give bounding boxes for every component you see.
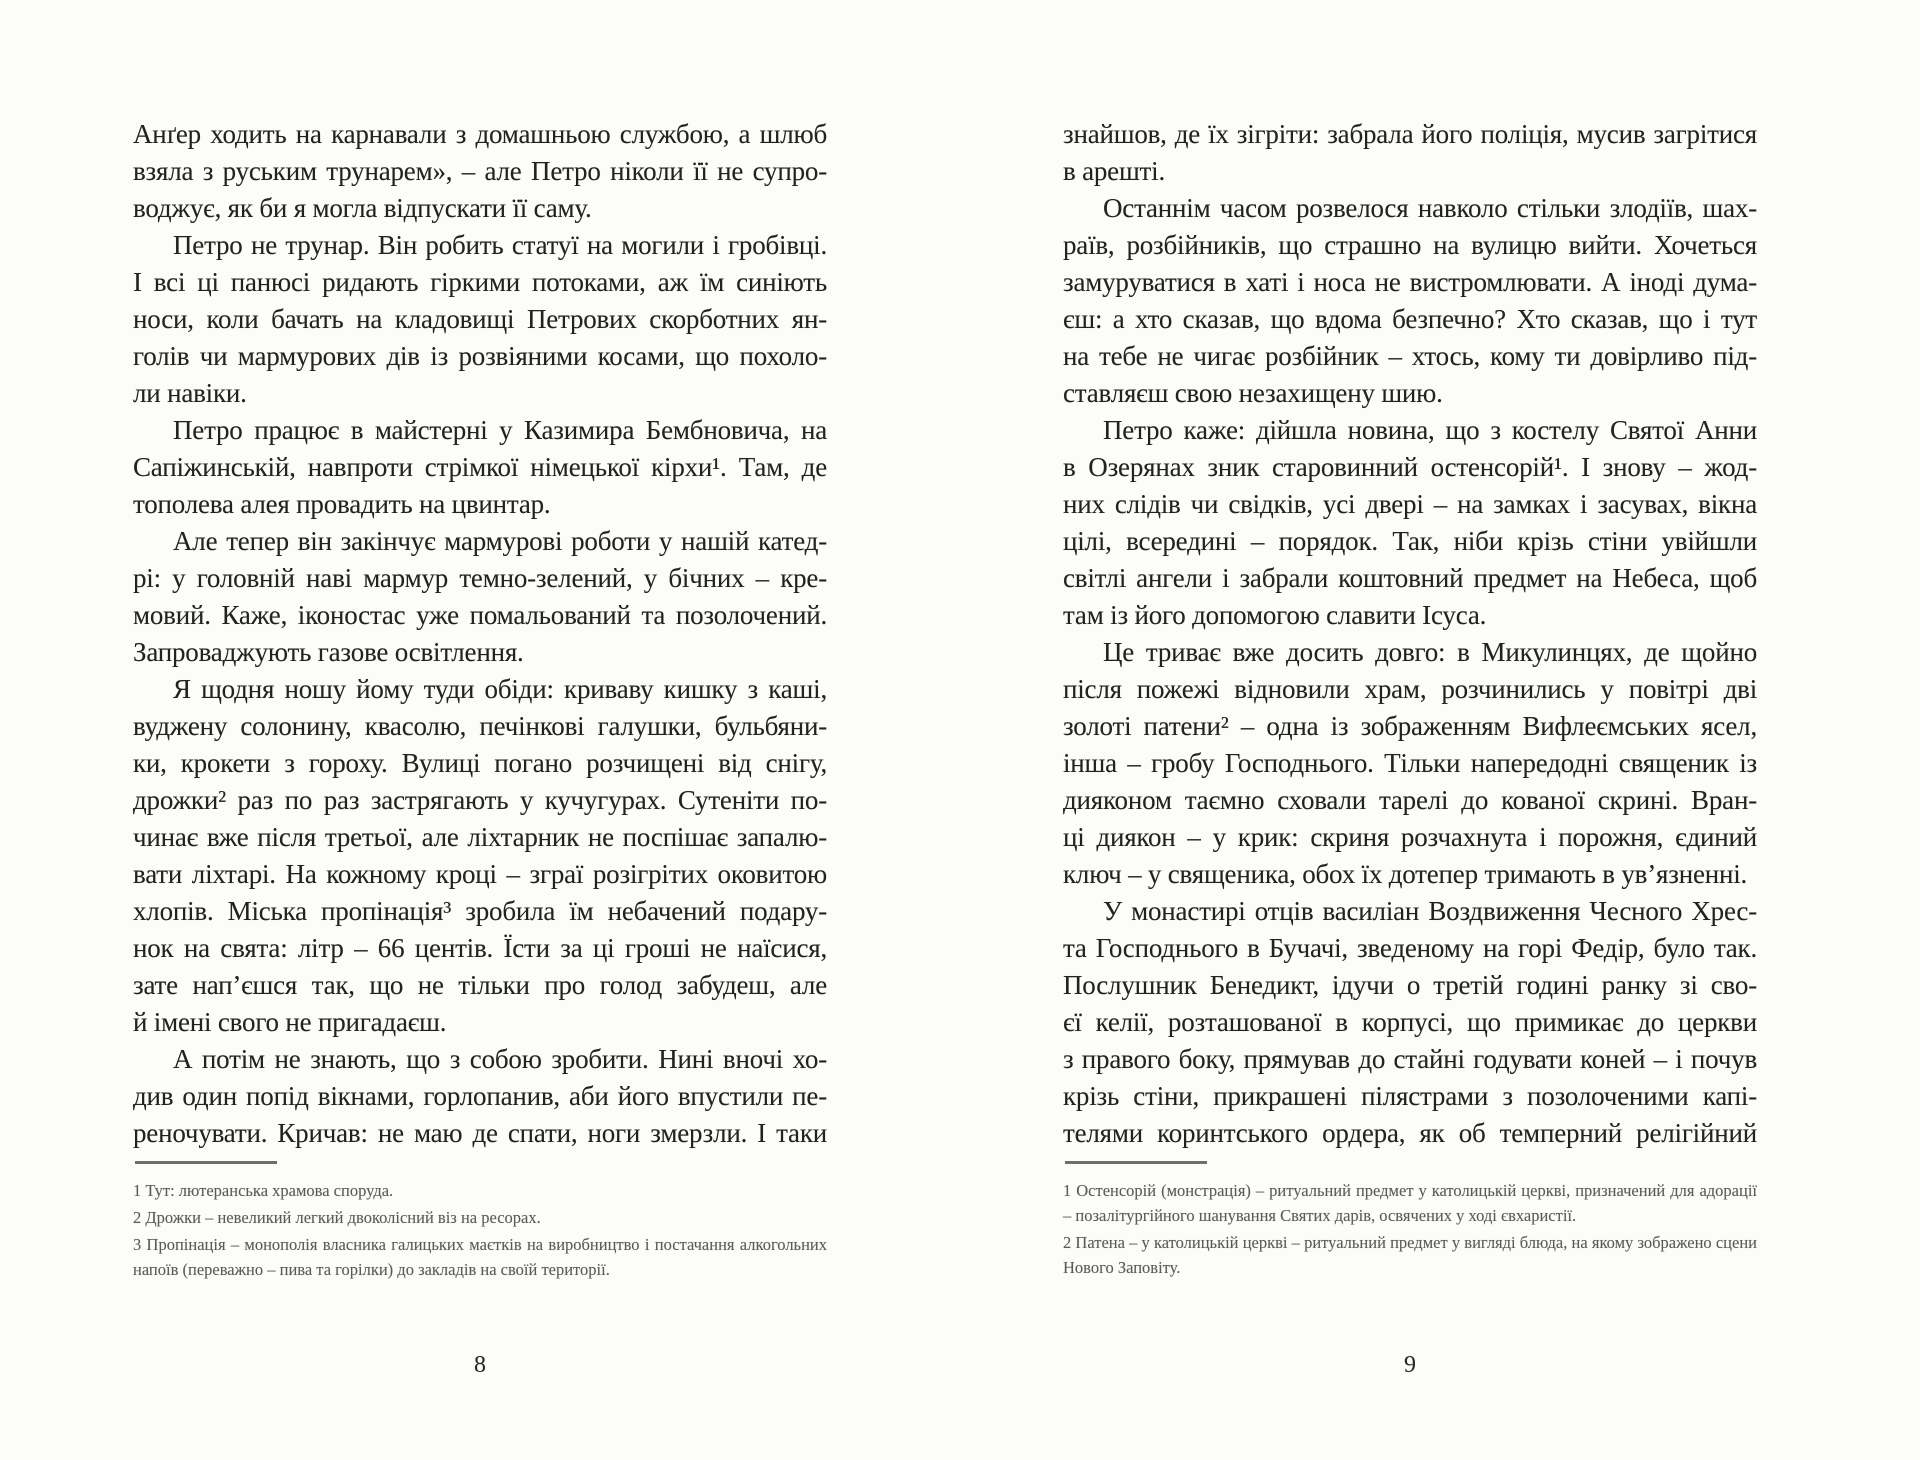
text-line: та Господнього в Бучачі, зведеному на горі Федір, було так. xyxy=(1063,933,1757,963)
text-line: там із його допомогою славити Ісуса. xyxy=(1063,600,1487,630)
text-line: Я щодня ношу йому туди обіди: криваву кишку з каші, xyxy=(173,674,827,704)
text-line: ки, крокети з гороху. Вулиці погано розчищені від снігу, xyxy=(133,748,827,778)
text-line: взяла з руським трунарем», – але Петро ніколи її не супро- xyxy=(133,156,827,186)
text-line: вати ліхтарі. На кожному кроці – зграї розігрітих оковитою xyxy=(133,859,827,889)
text-line: див один попід вікнами, горлопанив, аби його впустили пе- xyxy=(133,1081,827,1111)
text-line: зате нап’єшся так, що не тільки про голод забудеш, але xyxy=(133,970,827,1000)
text-line: вуджену солонину, квасолю, печінкові галушки, бульбяни- xyxy=(133,711,827,741)
footnote: 2 Дрожки – невеликий легкий двоколісний віз на ресорах. xyxy=(133,1208,541,1227)
text-line: ли навіки. xyxy=(133,378,247,408)
text-line: з правого боку, прямував до стайні годувати коней – і почув xyxy=(1063,1044,1757,1074)
text-line: на тебе не чигає розбійник – хтось, кому ти довірливо під- xyxy=(1063,341,1757,371)
text-line: ці диякон – у крик: скриня розчахнута і порожня, єдиний xyxy=(1063,822,1757,852)
page-right xyxy=(1063,0,1757,1460)
text-line: єї келії, розташованої в корпусі, що примикає до церкви xyxy=(1063,1007,1757,1037)
text-line: після пожежі відновили храм, розчинились у повітрі дві xyxy=(1063,674,1757,704)
text-line: крізь стіни, прикрашені пілястрами з позолоченими капі- xyxy=(1063,1081,1757,1111)
text-line: цілі, всередині – порядок. Так, ніби крізь стіни увійшли xyxy=(1063,526,1757,556)
text-line: дрожки² раз по раз застрягають у кучугурах. Сутеніти по- xyxy=(133,785,827,815)
text-line: ключ – у священика, обох їх дотепер тримають в ув’язненні. xyxy=(1063,859,1748,889)
footnote-divider xyxy=(135,1161,277,1164)
text-line: раїв, розбійників, що страшно на вулицю вийти. Хочеться xyxy=(1063,230,1757,260)
footnote: 1 Остенсорій (монстрація) – ритуальний предмет у католицькій церкві, призначений для адорації – позалітургійного шанування Святих дарів, освячених у ході євхаристії. xyxy=(1063,1181,1757,1225)
text-line: дияконом таємно сховали тарелі до кованої скрині. Вран- xyxy=(1063,785,1757,815)
text-line: хлопів. Міська пропінація³ зробила їм небачений подару- xyxy=(133,896,827,926)
text-line: нок на свята: літр – 66 центів. Їсти за ці гроші не наїсися, xyxy=(133,933,827,963)
text-line: Анґер ходить на карнавали з домашньою службою, а шлюб xyxy=(133,119,827,149)
text-line: й імені свого не пригадаєш. xyxy=(133,1007,447,1037)
text-line: реночувати. Кричав: не маю де спати, ноги змерзли. І таки xyxy=(133,1118,827,1148)
text-line: Сапіжинській, навпроти стрімкої німецької кірхи¹. Там, де xyxy=(133,452,827,482)
text-line: чинає вже після третьої, але ліхтарник не поспішає запалю- xyxy=(133,822,827,852)
footnote-block xyxy=(133,1178,827,1284)
footnote: 2 Патена – у католицькій церкві – ритуальний предмет у вигляді блюда, на якому зображено сцени Нового Заповіту. xyxy=(1063,1233,1757,1277)
text-line: голів чи мармурових дів із розвіяними косами, що похоло- xyxy=(133,341,827,371)
text-line: Петро каже: дійшла новина, що з костелу Святої Анни xyxy=(1103,415,1757,445)
text-line: інша – гробу Господнього. Тільки напередодні священик із xyxy=(1063,748,1757,778)
text-line: Останнім часом розвелося навколо стільки злодіїв, шах- xyxy=(1103,193,1757,223)
page-number: 9 xyxy=(1404,1352,1416,1378)
footnote-block xyxy=(1063,1178,1757,1282)
text-line: Послушник Бенедикт, ідучи о третій годині ранку зі сво- xyxy=(1063,970,1757,1000)
text-line: Петро не трунар. Він робить статуї на могили і гробівці. xyxy=(173,230,827,260)
text-line: Петро працює в майстерні у Казимира Бембновича, на xyxy=(173,415,827,445)
text-line: Запроваджують газове освітлення. xyxy=(133,637,524,667)
text-line: золоті патени² – одна із зображенням Вифлеємських ясел, xyxy=(1063,711,1757,741)
text-line: них слідів чи свідків, усі двері – на замках і засувах, вікна xyxy=(1063,489,1757,519)
footnote: 1 Тут: лютеранська храмова споруда. xyxy=(133,1181,394,1200)
text-line: Це триває вже досить довго: в Микулинцях, де щойно xyxy=(1103,637,1757,667)
text-line: в арешті. xyxy=(1063,156,1166,186)
text-line: єш: а хто сказав, що вдома безпечно? Хто сказав, що і тут xyxy=(1063,304,1757,334)
text-line: рі: у головній наві мармур темно-зелений, у бічних – кре- xyxy=(133,563,827,593)
page-left-body xyxy=(133,116,827,1152)
page-left xyxy=(133,0,827,1460)
text-line: носи, коли бачать на кладовищі Петрових скорботних ян- xyxy=(133,304,827,334)
footnote: 3 Пропінація – монополія власника галицьких маєтків на виробництво і постачання алкогольних напоїв (переважно – пива та горілки) до закладів на своїй території. xyxy=(133,1235,827,1279)
text-line: замуруватися в хаті і носа не вистромлювати. А іноді дума- xyxy=(1063,267,1757,297)
text-line: Але тепер він закінчує мармурові роботи у нашій катед- xyxy=(173,526,827,556)
footnote-divider xyxy=(1065,1161,1207,1164)
page-right-body xyxy=(1063,116,1757,1152)
text-line: світлі ангели і забрали коштовний предмет на Небеса, щоб xyxy=(1063,563,1757,593)
text-line: телями коринтського ордера, як об темперний релігійний xyxy=(1063,1118,1757,1148)
text-line: в Озерянах зник старовинний остенсорій¹. І знову – жод- xyxy=(1063,452,1757,482)
text-line: мовий. Каже, іконостас уже помальований та позолочений. xyxy=(133,600,827,630)
text-line: ставляєш свою незахищену шию. xyxy=(1063,378,1443,408)
page-number: 8 xyxy=(474,1352,486,1378)
text-line: І всі ці панюсі ридають гіркими потоками, аж їм синіють xyxy=(133,267,827,297)
text-line: воджує, як би я могла відпускати її саму. xyxy=(133,193,592,223)
text-line: тополева алея провадить на цвинтар. xyxy=(133,489,551,519)
text-line: знайшов, де їх зігріти: забрала його поліція, мусив загрітися xyxy=(1063,119,1757,149)
text-line: У монастирі отців василіан Воздвиження Чесного Хрес- xyxy=(1103,896,1757,926)
text-line: А потім не знають, що з собою зробити. Нині вночі хо- xyxy=(173,1044,827,1074)
